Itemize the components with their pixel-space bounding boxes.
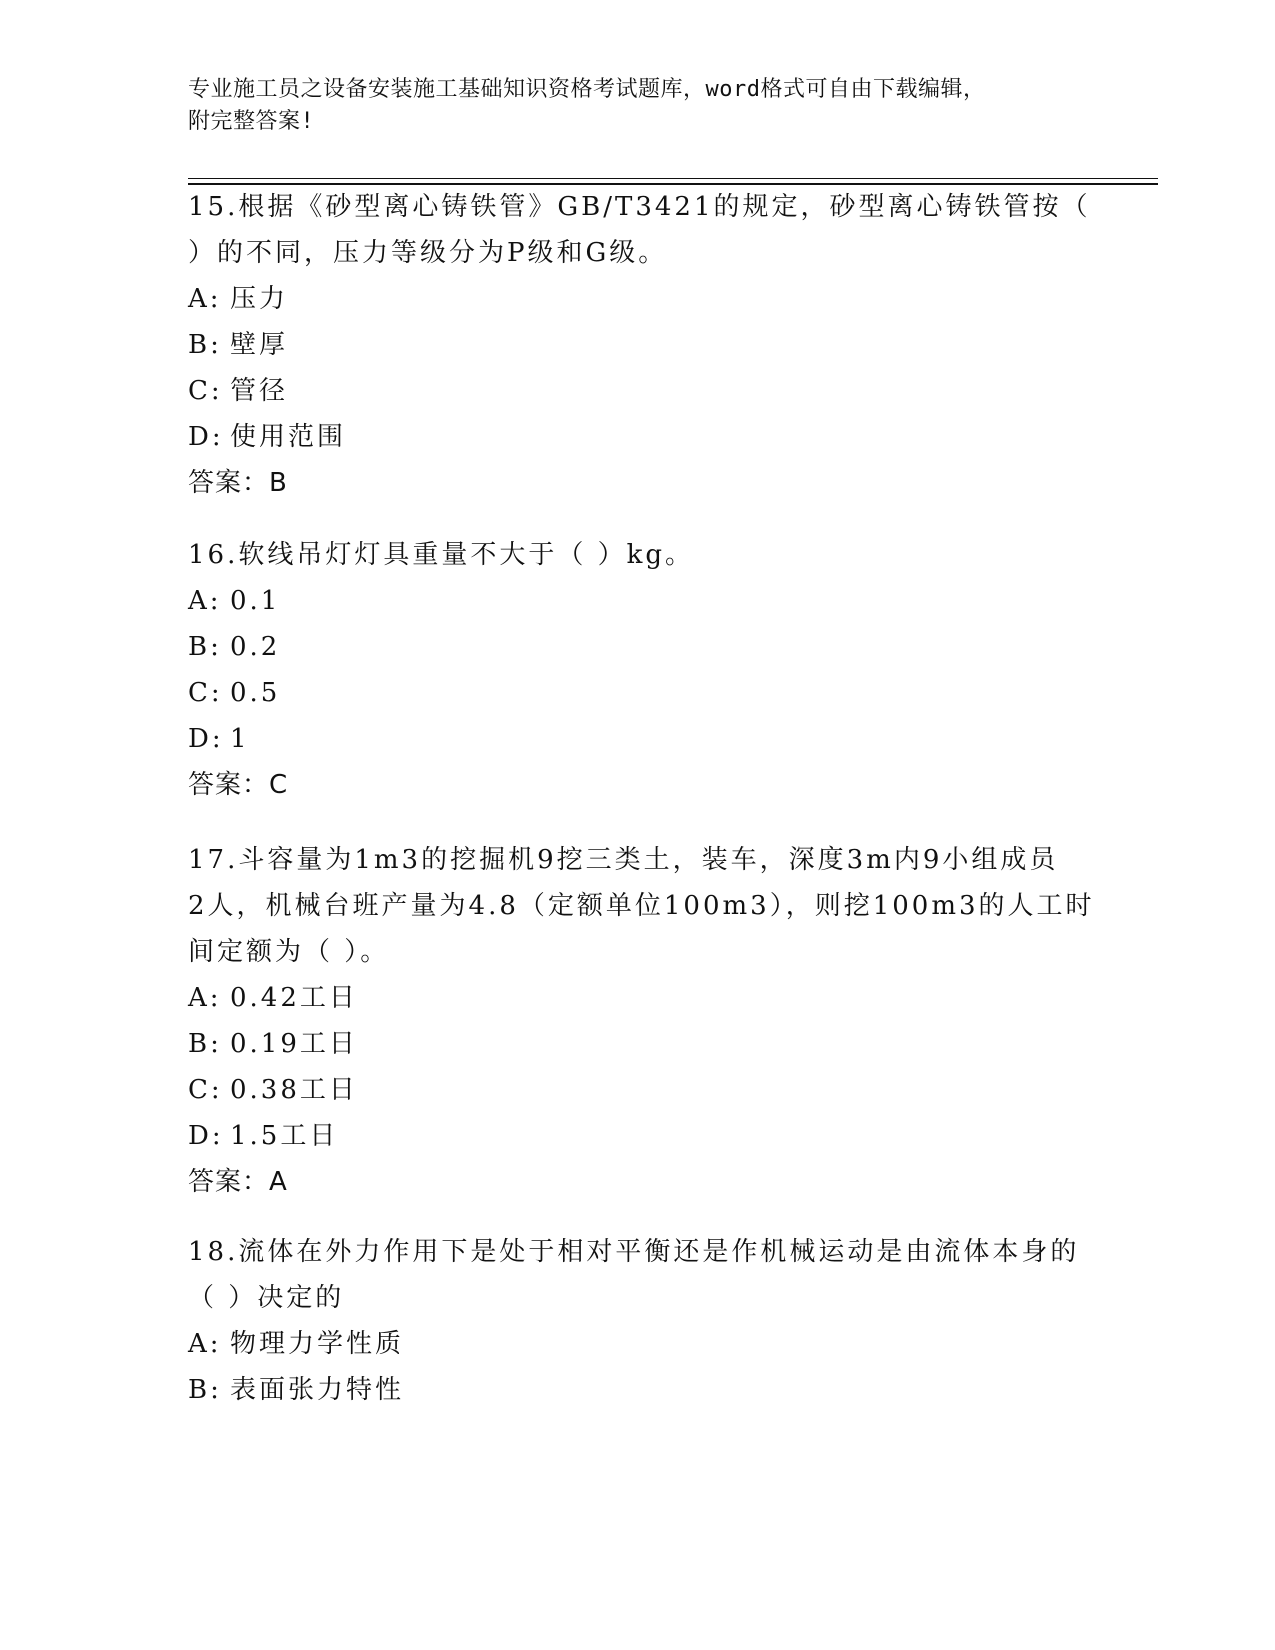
option-a: [188, 1321, 1088, 1367]
question-stem-line: 2人，机械台班产量为4.8（定额单位100m3），则挖100m3的人工时: [188, 891, 1095, 921]
header-line-1: 专业施工员之设备安装施工基础知识资格考试题库，word格式可自由下载编辑，: [188, 77, 986, 102]
question-17: [188, 837, 1095, 1205]
option-text: 压力: [230, 284, 289, 314]
option-key: C:: [188, 376, 223, 406]
option-key: D:: [188, 724, 224, 754]
option-key: A:: [188, 284, 222, 314]
option-key: C:: [188, 1075, 223, 1105]
option-c: [188, 368, 1088, 414]
question-stem-line: （ ）决定的: [188, 1283, 345, 1313]
option-c: [188, 1067, 1088, 1113]
header-line-2: 附完整答案!: [188, 109, 315, 134]
option-key: D:: [188, 1121, 224, 1151]
answer-label: 答案：C: [188, 770, 289, 800]
option-text: 0.5: [230, 678, 281, 708]
option-a: [188, 578, 1088, 624]
option-text: 1: [230, 724, 250, 754]
option-c: [188, 670, 1088, 716]
option-text: 使用范围: [230, 422, 347, 452]
option-key: B:: [188, 1375, 222, 1405]
option-key: C:: [188, 678, 223, 708]
option-text: 1.5工日: [230, 1121, 339, 1151]
question-stem-line: 18.流体在外力作用下是处于相对平衡还是作机械运动是由流体本身的: [188, 1237, 1080, 1267]
answer-label: 答案：A: [188, 1167, 288, 1197]
answer-label: 答案：B: [188, 468, 288, 498]
question-stem-line: 15.根据《砂型离心铸铁管》GB/T3421的规定，砂型离心铸铁管按（: [188, 192, 1091, 222]
option-key: A:: [188, 983, 222, 1013]
option-a: [188, 276, 1088, 322]
option-text: 表面张力特性: [230, 1375, 405, 1405]
option-key: B:: [188, 1029, 222, 1059]
option-text: 0.42工日: [230, 983, 358, 1013]
option-d: [188, 414, 1088, 460]
question-stem-line: ）的不同，压力等级分为P级和G级。: [188, 238, 668, 268]
option-text: 0.1: [230, 586, 281, 616]
question-stem-line: 16.软线吊灯灯具重量不大于（ ）kg。: [188, 540, 695, 570]
option-text: 0.19工日: [230, 1029, 358, 1059]
option-text: 管径: [230, 376, 289, 406]
option-key: B:: [188, 632, 222, 662]
question-stem-line: 17.斗容量为1m3的挖掘机9挖三类土，装车，深度3m内9小组成员: [188, 845, 1059, 875]
option-text: 0.2: [230, 632, 281, 662]
option-key: A:: [188, 586, 222, 616]
option-b: [188, 322, 1088, 368]
question-stem-line: 间定额为（ ）。: [188, 937, 390, 967]
header-rule-thin: [188, 178, 1158, 179]
option-key: B:: [188, 330, 222, 360]
option-b: [188, 624, 1088, 670]
option-key: D:: [188, 422, 224, 452]
option-text: 壁厚: [230, 330, 289, 360]
option-text: 0.38工日: [230, 1075, 358, 1105]
document-header: [188, 74, 1088, 138]
option-key: A:: [188, 1329, 222, 1359]
option-text: 物理力学性质: [230, 1329, 405, 1359]
question-18: [188, 1229, 1088, 1413]
option-d: [188, 1113, 1088, 1159]
question-15: [188, 184, 1091, 506]
option-b: [188, 1367, 1088, 1413]
option-b: [188, 1021, 1088, 1067]
option-a: [188, 975, 1088, 1021]
option-d: [188, 716, 1088, 762]
question-16: [188, 532, 1088, 808]
